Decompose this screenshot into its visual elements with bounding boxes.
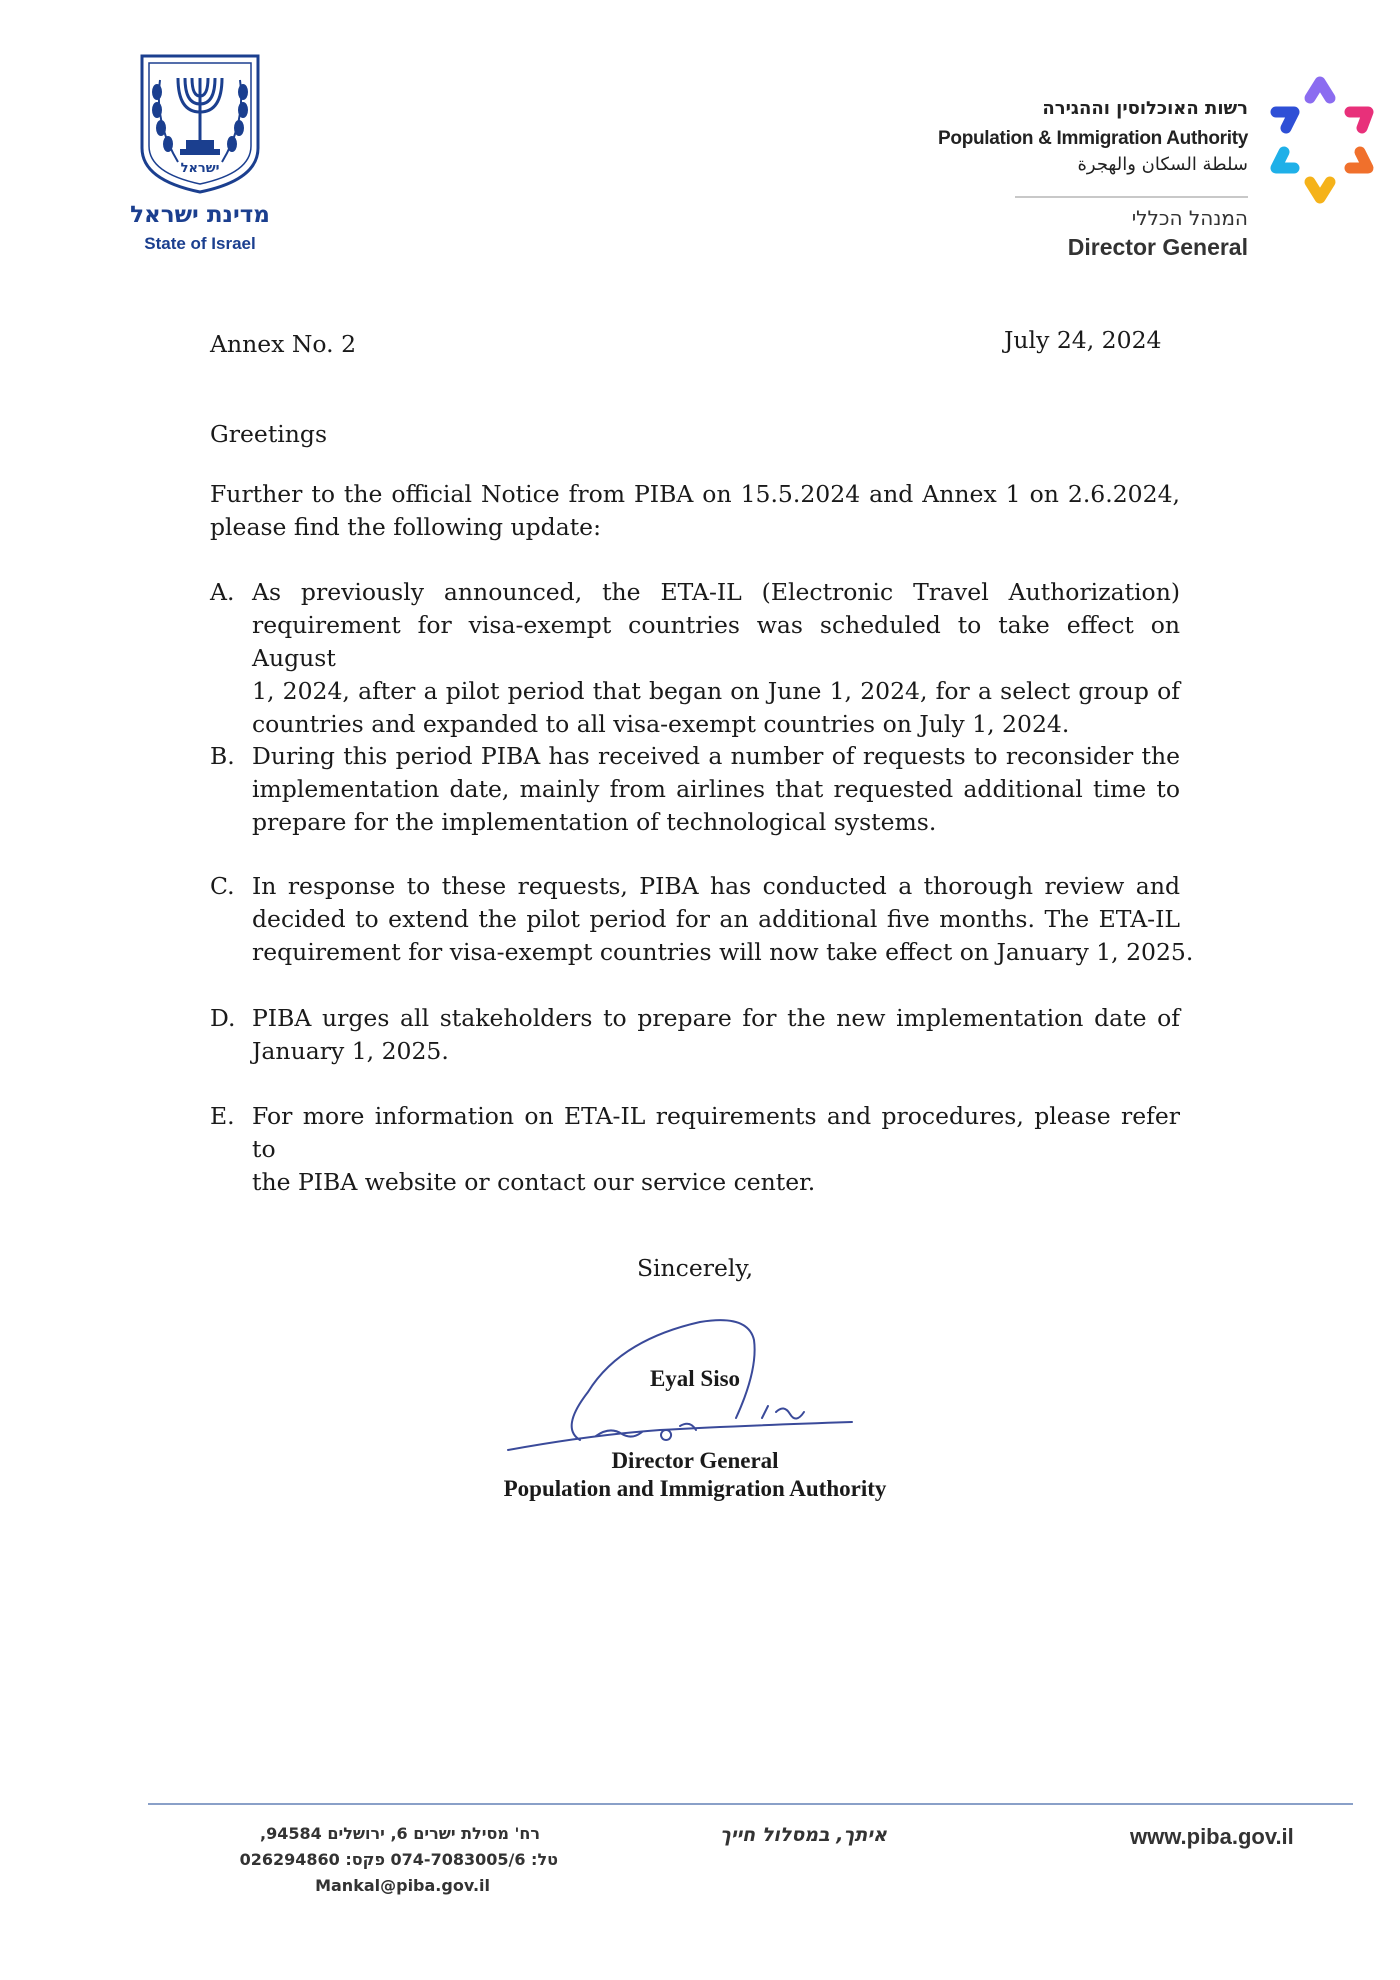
paragraph-line: the PIBA website or contact our service center. [252, 1168, 816, 1196]
state-name-english: State of Israel [144, 234, 256, 253]
letter-date: July 24, 2024 [1004, 326, 1162, 354]
signatory-title: Director General [611, 1448, 779, 1473]
paragraph-line: please find the following update: [210, 513, 601, 541]
list-item-letter: E. [210, 1102, 235, 1130]
paragraph-line: countries and expanded to all visa-exempt countries on July 1, 2024. [252, 710, 1070, 738]
org-name-arabic: سلطة السكان والهجرة [1077, 154, 1248, 175]
paragraph-line: PIBA urges all stakeholders to prepare for the new implementation date of [252, 1004, 1180, 1032]
footer-email: Mankal@piba.gov.il [315, 1876, 490, 1895]
paragraph-line: As previously announced, the ETA-IL (Electronic Travel Authorization) [252, 578, 1180, 606]
paragraph-line: prepare for the implementation of technological systems. [252, 808, 937, 836]
office-hebrew: המנהל הכללי [1131, 206, 1248, 230]
list-item-letter: A. [210, 578, 235, 606]
org-name-hebrew: רשות האוכלוסין וההגירה [1042, 98, 1248, 119]
office-english: Director General [1067, 234, 1248, 260]
state-name-hebrew: מדינת ישראל [130, 202, 270, 228]
signatory-name: Eyal Siso [649, 1366, 741, 1391]
signatory-organization: Population and Immigration Authority [503, 1476, 887, 1501]
annex-number: Annex No. 2 [210, 330, 357, 358]
footer-slogan: איתך, במסלול חייך [720, 1824, 887, 1846]
paragraph-line: requirement for visa-exempt countries was scheduled to take effect on August [252, 611, 1180, 672]
list-item-letter: C. [210, 872, 235, 900]
list-item-letter: B. [210, 742, 235, 770]
emblem-inscription: ישראל [180, 161, 220, 176]
footer-phone-fax: טל: 074-7083005/6 פקס: 026294860 [239, 1850, 558, 1869]
paragraph-line: In response to these requests, PIBA has conducted a thorough review and [252, 872, 1180, 900]
paragraph-line: decided to extend the pilot period for an additional five months. The ETA-IL [252, 905, 1180, 933]
footer-divider [148, 1803, 1353, 1805]
header-divider [1015, 196, 1248, 198]
state-of-israel-emblem-icon [138, 52, 262, 196]
footer-website: www.piba.gov.il [1130, 1824, 1294, 1849]
greeting: Greetings [210, 420, 328, 448]
paragraph-line: For more information on ETA-IL requirements and procedures, please refer to [252, 1102, 1180, 1163]
closing: Sincerely, [636, 1254, 754, 1282]
piba-star-logo-icon [1262, 70, 1382, 210]
paragraph-line: Further to the official Notice from PIBA on 15.5.2024 and Annex 1 on 2.6.2024, [210, 480, 1180, 508]
intro-paragraph [210, 478, 1180, 544]
org-name-english: Population & Immigration Authority [938, 128, 1248, 149]
paragraph-line: implementation date, mainly from airlines that requested additional time to [252, 775, 1180, 803]
footer-address: רח' מסילת ישרים 6, ירושלים 94584, [260, 1824, 540, 1843]
paragraph-line: 1, 2024, after a pilot period that began on June 1, 2024, for a select group of [252, 677, 1180, 705]
paragraph-line: requirement for visa-exempt countries will now take effect on January 1, 2025. [252, 938, 1194, 966]
paragraph-line: January 1, 2025. [252, 1037, 449, 1065]
paragraph-line: During this period PIBA has received a number of requests to reconsider the [252, 742, 1180, 770]
list-item-letter: D. [210, 1004, 236, 1032]
